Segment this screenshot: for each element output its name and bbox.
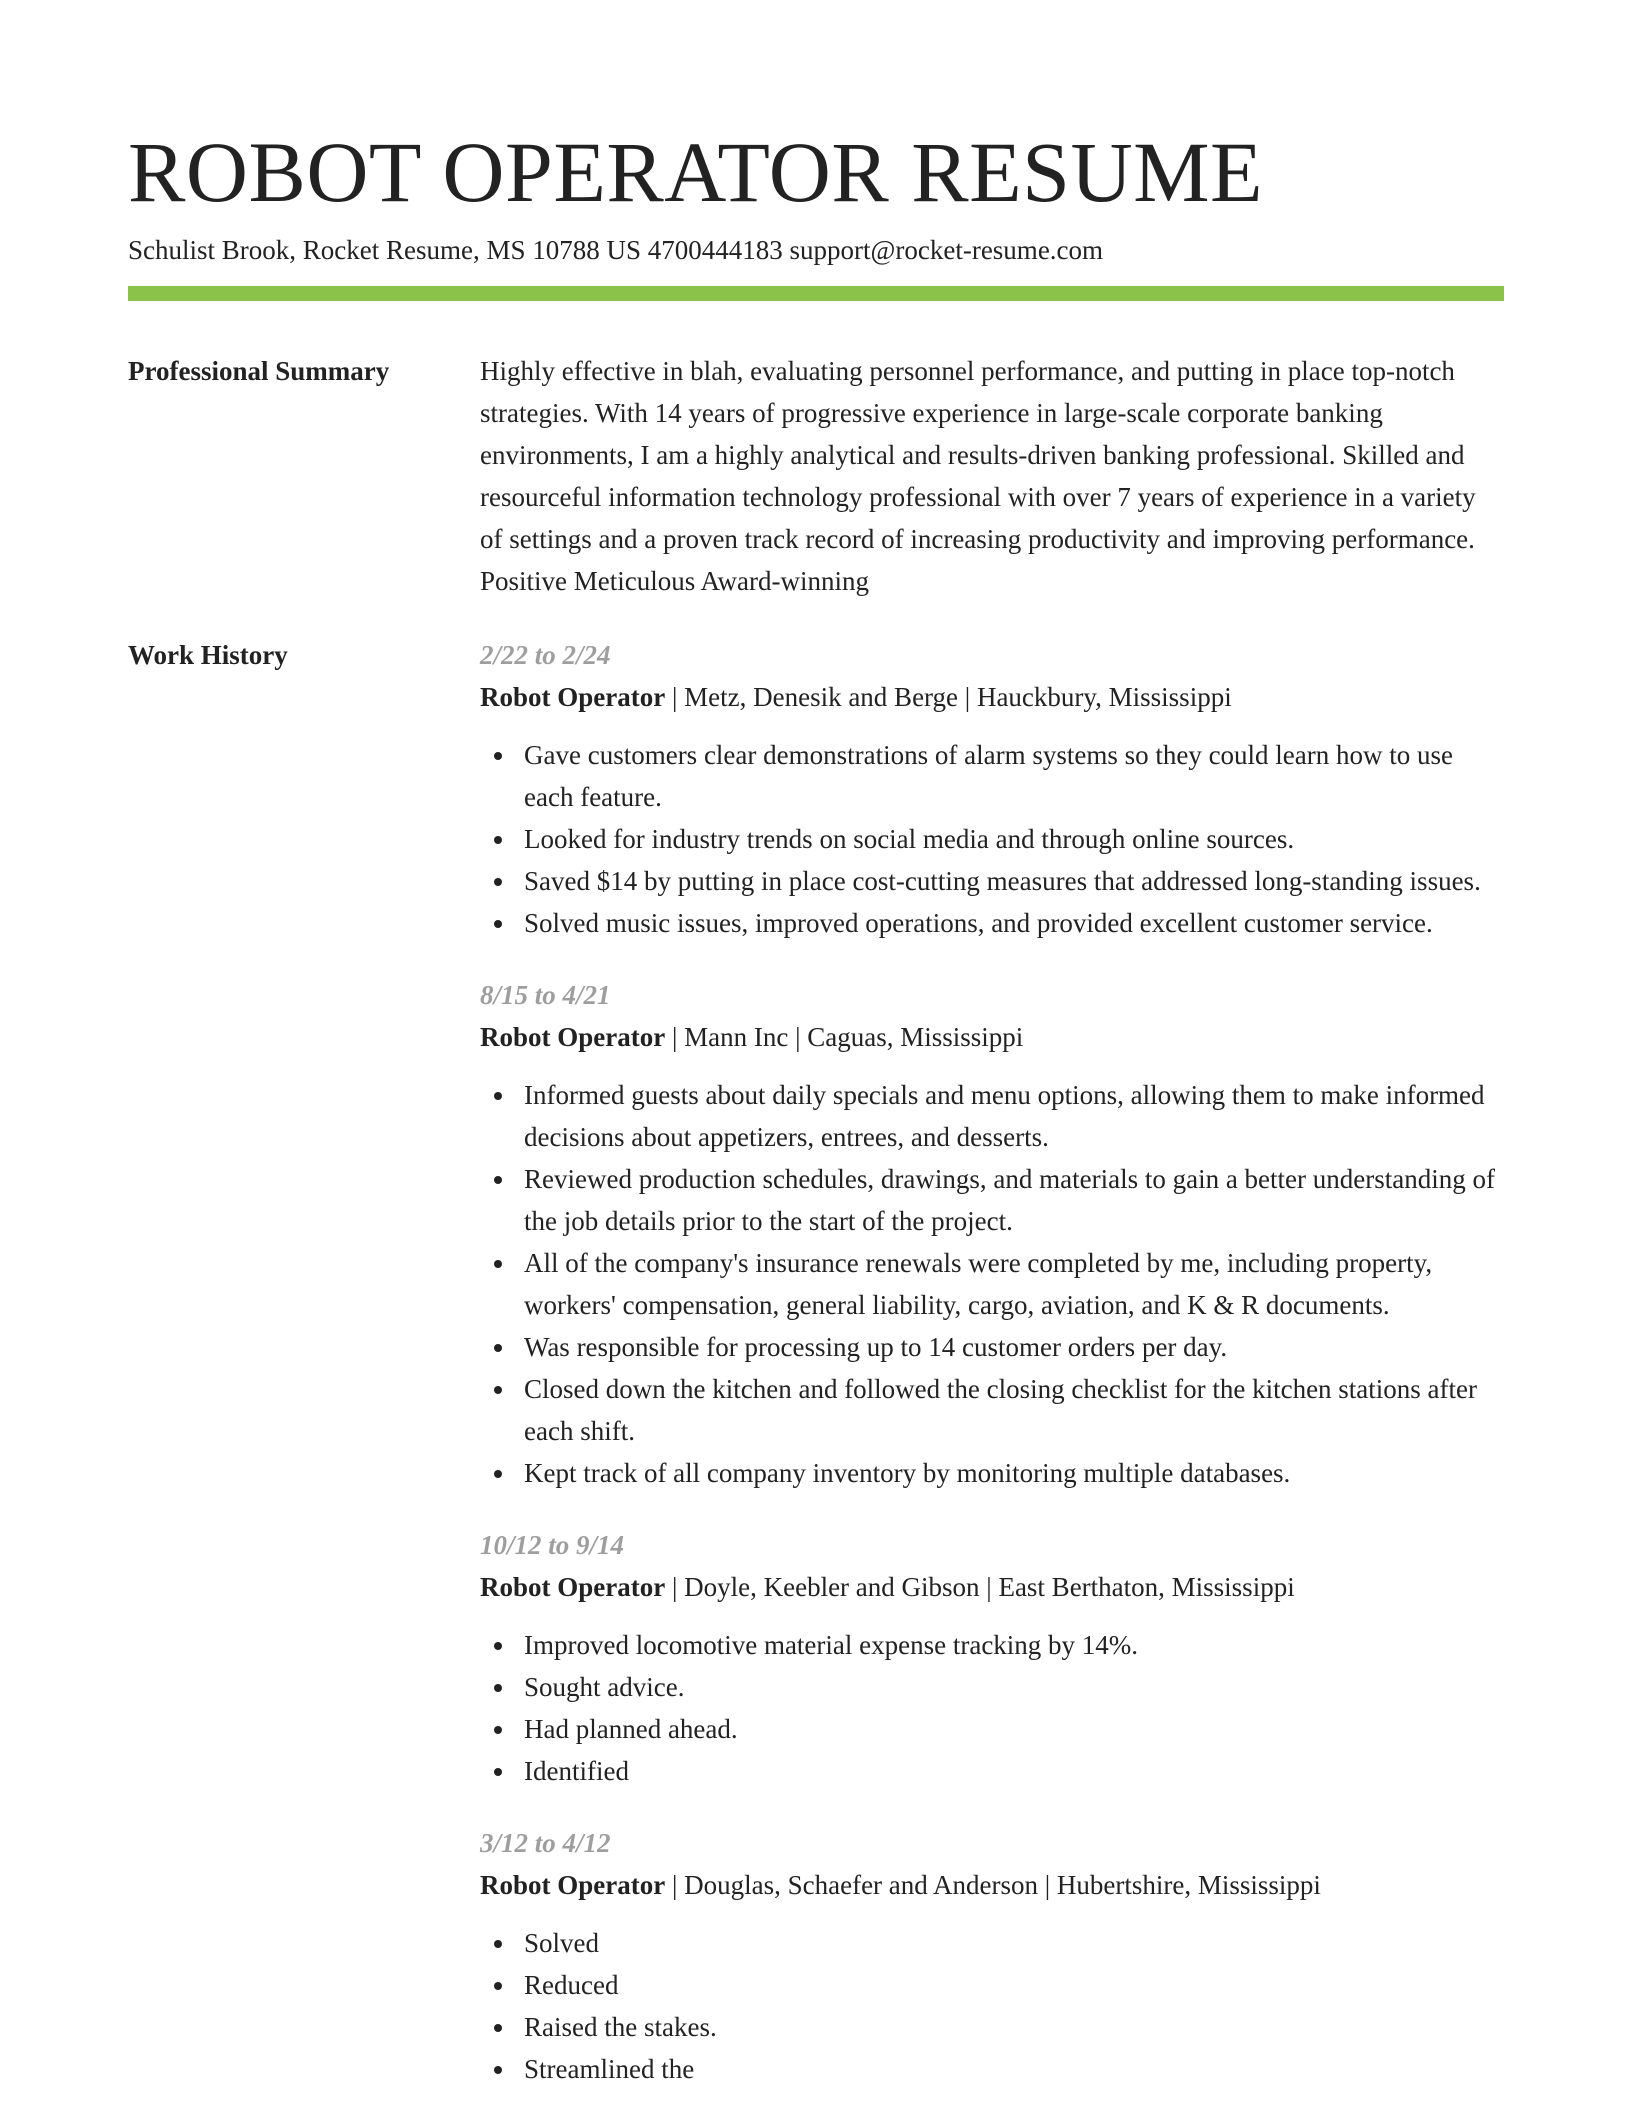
accent-divider	[128, 286, 1504, 301]
job-bullet: Solved	[524, 1922, 1504, 1964]
job-title: Robot Operator	[480, 1870, 666, 1900]
job-dates: 10/12 to 9/14	[480, 1530, 625, 1560]
job-dates: 3/12 to 4/12	[480, 1828, 611, 1858]
job-details: | Mann Inc | Caguas, Mississippi	[665, 1022, 1024, 1052]
job-bullet-list	[480, 1922, 1504, 2090]
job-bullet-list	[480, 1074, 1504, 1494]
job-dates: 8/15 to 4/21	[480, 980, 611, 1010]
professional-summary-body	[480, 350, 1504, 602]
job-bullet: Kept track of all company inventory by monitoring multiple databases.	[524, 1452, 1504, 1494]
job-bullet-list	[480, 734, 1504, 944]
job-details: | Doyle, Keebler and Gibson | East Berthaton, Mississippi	[665, 1572, 1295, 1602]
job-bullet-list	[480, 1624, 1504, 1792]
job-heading	[480, 1016, 1504, 1058]
job-bullet: Reviewed production schedules, drawings, and materials to gain a better understanding of the job details prior to the start of the project.	[524, 1158, 1504, 1242]
job-heading	[480, 1566, 1504, 1608]
job-bullet: Informed guests about daily specials and menu options, allowing them to make informed decisions about appetizers, entrees, and desserts.	[524, 1074, 1504, 1158]
job-heading	[480, 1864, 1504, 1906]
job-bullet: Improved locomotive material expense tracking by 14%.	[524, 1624, 1504, 1666]
job-bullet: Reduced	[524, 1964, 1504, 2006]
job-bullet: Looked for industry trends on social media and through online sources.	[524, 818, 1504, 860]
job-bullet: Raised the stakes.	[524, 2006, 1504, 2048]
professional-summary-text: Highly effective in blah, evaluating personnel performance, and putting in place top-notch strategies. With 14 years of progressive experience in large-scale corporate banking environments, I am a highly analytical and results-driven banking professional. Skilled and resourceful information technology professional with over 7 years of experience in a variety of settings and a proven track record of increasing productivity and improving performance. Positive Meticulous Award-winning	[480, 356, 1476, 596]
professional-summary-label: Professional Summary	[128, 356, 390, 386]
work-history-label: Work History	[128, 640, 288, 670]
job-entry	[480, 1524, 1504, 1792]
job-bullet: Was responsible for processing up to 14 customer orders per day.	[524, 1326, 1504, 1368]
job-title: Robot Operator	[480, 682, 666, 712]
job-bullet: Sought advice.	[524, 1666, 1504, 1708]
job-bullet: Gave customers clear demonstrations of alarm systems so they could learn how to use each feature.	[524, 734, 1504, 818]
job-bullet: Streamlined the	[524, 2048, 1504, 2090]
job-bullet: Identified	[524, 1750, 1504, 1792]
job-entry	[480, 1822, 1504, 2090]
job-title: Robot Operator	[480, 1022, 666, 1052]
job-bullet: Solved music issues, improved operations, and provided excellent customer service.	[524, 902, 1504, 944]
job-bullet: All of the company's insurance renewals were completed by me, including property, workers' compensation, general liability, cargo, aviation, and K & R documents.	[524, 1242, 1504, 1326]
resume-title: ROBOT OPERATOR RESUME	[128, 124, 1264, 220]
contact-line: Schulist Brook, Rocket Resume, MS 10788 US 4700444183 support@rocket-resume.com	[128, 235, 1104, 265]
job-entry	[480, 634, 1504, 944]
job-details: | Metz, Denesik and Berge | Hauckbury, Mississippi	[665, 682, 1232, 712]
job-title: Robot Operator	[480, 1572, 666, 1602]
job-bullet: Closed down the kitchen and followed the closing checklist for the kitchen stations after each shift.	[524, 1368, 1504, 1452]
job-heading	[480, 676, 1504, 718]
job-bullet: Had planned ahead.	[524, 1708, 1504, 1750]
job-entry	[480, 974, 1504, 1494]
job-dates: 2/22 to 2/24	[480, 640, 611, 670]
job-details: | Douglas, Schaefer and Anderson | Hubertshire, Mississippi	[665, 1870, 1321, 1900]
job-bullet: Saved $14 by putting in place cost-cutting measures that addressed long-standing issues.	[524, 860, 1504, 902]
work-history-body	[480, 634, 1504, 2120]
